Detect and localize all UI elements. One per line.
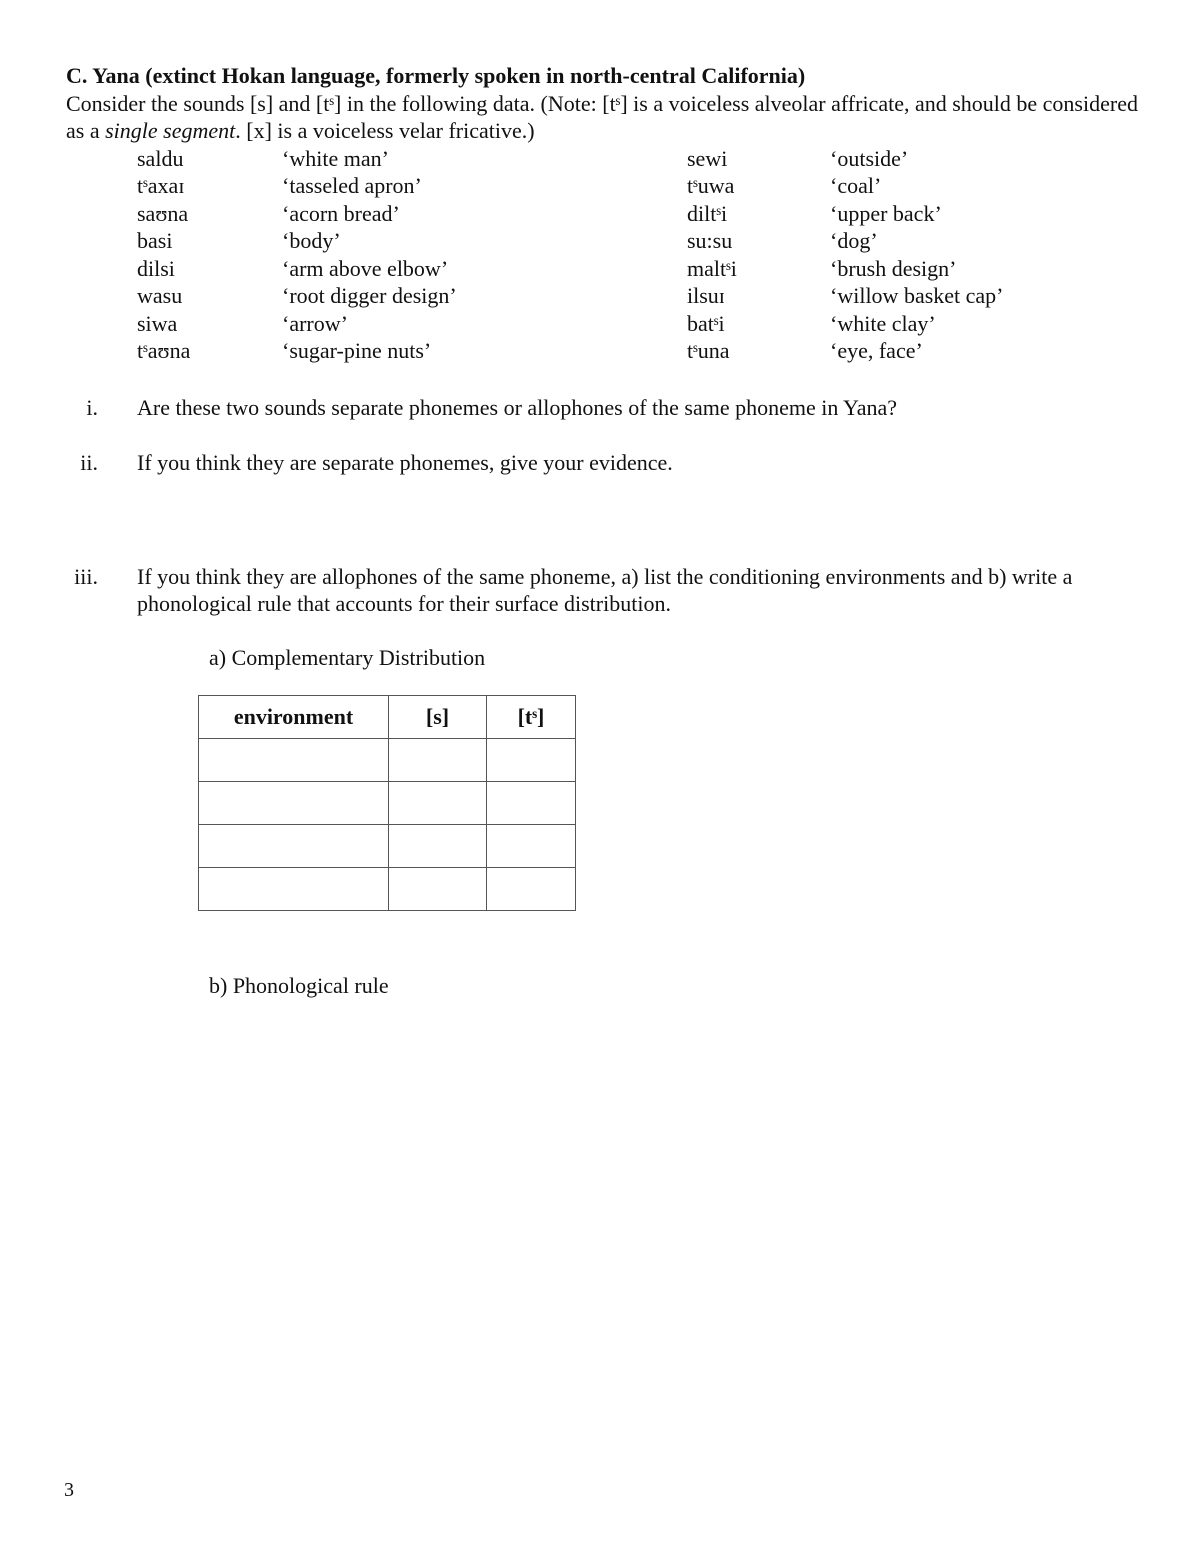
data-gloss: ‘eye, face’ bbox=[830, 338, 923, 363]
data-word: tˢuna bbox=[687, 338, 730, 363]
data-gloss: ‘brush design’ bbox=[830, 256, 957, 281]
table-row bbox=[199, 782, 576, 825]
column-header-s: [s] bbox=[389, 696, 487, 739]
table-cell[interactable] bbox=[199, 782, 389, 825]
table-cell[interactable] bbox=[487, 868, 576, 911]
data-gloss: ‘body’ bbox=[282, 228, 341, 253]
table-row bbox=[199, 868, 576, 911]
data-word: basi bbox=[137, 228, 173, 253]
question-number: iii. bbox=[74, 564, 98, 589]
data-gloss: ‘willow basket cap’ bbox=[830, 283, 1004, 308]
data-gloss: ‘arm above elbow’ bbox=[282, 256, 449, 281]
data-gloss: ‘sugar-pine nuts’ bbox=[282, 338, 432, 363]
complementary-distribution-table bbox=[198, 695, 576, 911]
table-cell[interactable] bbox=[389, 739, 487, 782]
page-number: 3 bbox=[64, 1479, 74, 1501]
table-cell[interactable] bbox=[199, 739, 389, 782]
data-word: saʊna bbox=[137, 201, 189, 226]
question-text: If you think they are separate phonemes, give your evidence. bbox=[137, 450, 673, 475]
intro-text-2: . [x] is a voiceless velar fricative.) bbox=[235, 118, 535, 143]
table-cell[interactable] bbox=[199, 825, 389, 868]
table-cell[interactable] bbox=[389, 868, 487, 911]
table-cell[interactable] bbox=[487, 782, 576, 825]
data-word: su:su bbox=[687, 228, 733, 253]
data-gloss: ‘white man’ bbox=[282, 146, 389, 171]
data-word: diltˢi bbox=[687, 201, 728, 226]
data-word: batˢi bbox=[687, 311, 725, 336]
table-row bbox=[199, 739, 576, 782]
data-gloss: ‘coal’ bbox=[830, 173, 882, 198]
data-word: siwa bbox=[137, 311, 178, 336]
data-word: tˢaxaɪ bbox=[137, 173, 185, 198]
table-cell[interactable] bbox=[487, 739, 576, 782]
data-gloss: ‘upper back’ bbox=[830, 201, 942, 226]
table-row bbox=[199, 825, 576, 868]
data-gloss: ‘dog’ bbox=[830, 228, 878, 253]
section-heading: C. Yana (extinct Hokan language, formerly spoken in north-central California) bbox=[66, 63, 806, 88]
data-word: ilsuɪ bbox=[687, 283, 725, 308]
data-word: maltˢi bbox=[687, 256, 737, 281]
data-word: tˢaʊna bbox=[137, 338, 191, 363]
part-b-label: b) Phonological rule bbox=[209, 973, 389, 998]
question-number: ii. bbox=[80, 450, 98, 475]
table-cell[interactable] bbox=[389, 782, 487, 825]
data-gloss: ‘acorn bread’ bbox=[282, 201, 400, 226]
intro-paragraph bbox=[66, 90, 1146, 144]
question-text: If you think they are allophones of the same phoneme, a) list the conditioning environments and b) write a phonological rule that accounts for their surface distribution. bbox=[137, 564, 1073, 616]
data-word: tˢuwa bbox=[687, 173, 735, 198]
column-header-environment: environment bbox=[199, 696, 389, 739]
data-word: sewi bbox=[687, 146, 728, 171]
data-gloss: ‘tasseled apron’ bbox=[282, 173, 422, 198]
data-gloss: ‘outside’ bbox=[830, 146, 909, 171]
data-word: saldu bbox=[137, 146, 184, 171]
table-cell[interactable] bbox=[389, 825, 487, 868]
intro-text-1: Consider the sounds [s] and [tˢ] in the following data. (Note: [tˢ] is a voiceless alveolar affricate, and should be considered as a bbox=[66, 91, 1138, 143]
part-a-label: a) Complementary Distribution bbox=[209, 645, 486, 670]
data-gloss: ‘root digger design’ bbox=[282, 283, 457, 308]
intro-emphasis: single segment bbox=[105, 118, 236, 143]
table-cell[interactable] bbox=[199, 868, 389, 911]
column-header-ts: [tˢ] bbox=[487, 696, 576, 739]
data-gloss: ‘arrow’ bbox=[282, 311, 348, 336]
table-header-row bbox=[199, 696, 576, 739]
question-text: Are these two sounds separate phonemes or allophones of the same phoneme in Yana? bbox=[137, 395, 898, 420]
data-gloss: ‘white clay’ bbox=[830, 311, 936, 336]
question-number: i. bbox=[86, 395, 98, 420]
table-cell[interactable] bbox=[487, 825, 576, 868]
data-word: dilsi bbox=[137, 256, 175, 281]
data-word: wasu bbox=[137, 283, 183, 308]
